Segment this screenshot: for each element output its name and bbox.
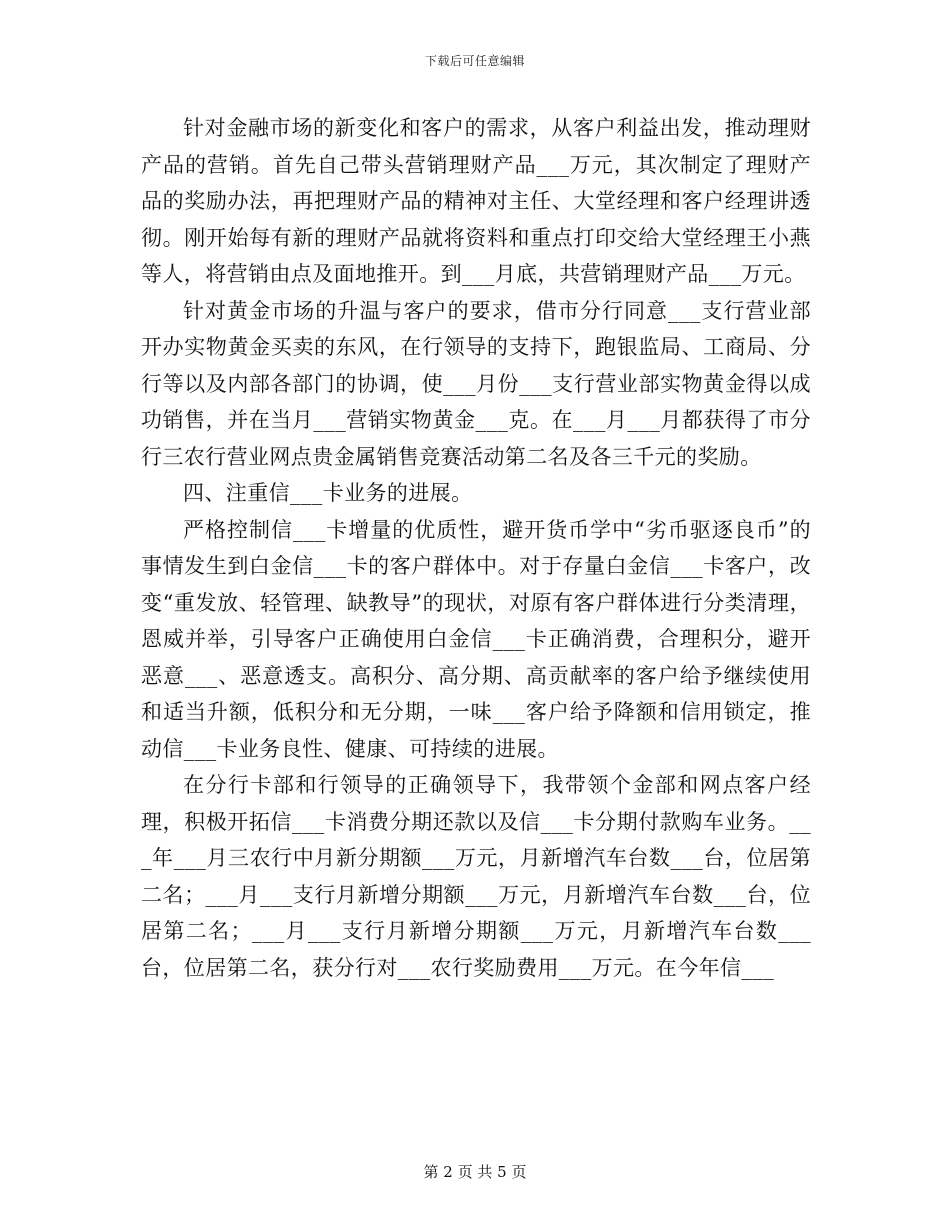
document-body [141,110,811,986]
section-heading-credit-card: 四、注重信___卡业务的进展。 [183,481,473,505]
page-footer-page-number: 第 2 页 共 5 页 [423,1163,527,1181]
paragraph-gold-market: 针对黄金市场的升温与客户的要求，借市分行同意___支行营业部开办实物黄金买卖的东风，在行领导的支持下，跑银监局、工商局、分行等以及内部各部门的协调，使___月份___支行营业部实物黄金得以成功销售，并在当月___营销实物黄金___克。在___月___月都获得了市分行三农行营业网点贵金属销售竞赛活动第二名及各三千元的奖励。 [141,298,811,469]
paragraph-credit-card-control: 严格控制信___卡增量的优质性，避开货币学中“劣币驱逐良币”的事情发生到白金信___卡的客户群体中。对于存量白金信___卡客户，改变“重发放、轻管理、缺教导”的现状，对原有客户群体进行分类清理，恩威并举，引导客户正确使用白金信___卡正确消费，合理积分，避开恶意___、恶意透支。高积分、高分期、高贡献率的客户给予继续使用和适当升额，低积分和无分期，一味___客户给予降额和信用锁定，推动信___卡业务良性、健康、可持续的进展。 [141,517,811,761]
paragraph-wealth-products: 针对金融市场的新变化和客户的需求，从客户利益出发，推动理财产品的营销。首先自己带头营销理财产品___万元，其次制定了理财产品的奖励办法，再把理财产品的精神对主任、大堂经理和客户经理讲透彻。刚开始每有新的理财产品就将资料和重点打印交给大堂经理王小燕等人，将营销由点及面地推开。到___月底，共营销理财产品___万元。 [141,116,811,286]
page-header: 下载后可任意编辑 [424,54,525,68]
paragraph-installment-business: 在分行卡部和行领导的正确领导下，我带领个金部和网点客户经理，积极开拓信___卡消费分期还款以及信___卡分期付款购车业务。___年___月三农行中月新分期额___万元，月新增汽车台数___台，位居第二名；___月___支行月新增分期额___万元，月新增汽车台数___台，位居第二名；___月___支行月新增分期额___万元，月新增汽车台数___台，位居第二名，获分行对___农行奖励费用___万元。在今年信___ [141,773,811,980]
